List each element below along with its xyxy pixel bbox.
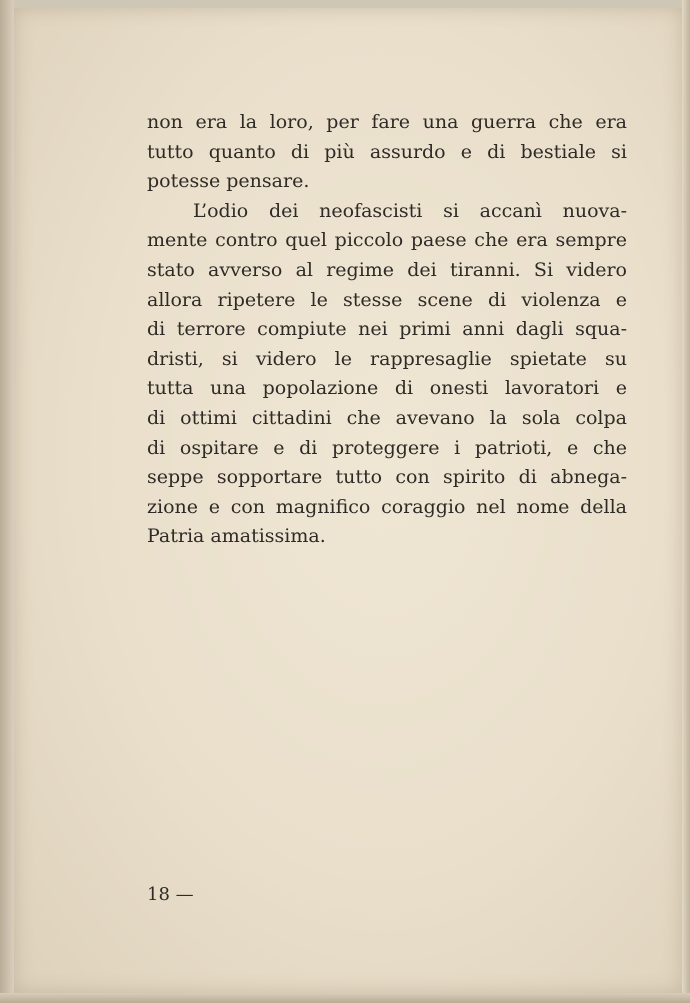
- text-line-12: di ospitare e di proteggere i patrioti, e che: [147, 436, 627, 459]
- page-left-edge: [0, 0, 14, 1003]
- text-line-10: tutta una popolazione di onesti lavoratori e: [147, 377, 627, 400]
- text-line-6: stato avverso al regime dei tiranni. Si videro: [147, 258, 627, 281]
- text-line-14: zione e con magnifico coraggio nel nome della: [147, 495, 627, 518]
- page-right-edge: [682, 0, 690, 1003]
- text-line-8: di terrore compiute nei primi anni dagli squa-: [147, 318, 627, 341]
- page-bottom-edge: [0, 993, 690, 1003]
- text-line-4: L’odio dei neofascisti si accanì nuova-: [193, 199, 627, 222]
- text-line-5: mente contro quel piccolo paese che era sempre: [147, 229, 627, 252]
- text-line-3: potesse pensare.: [147, 170, 310, 193]
- text-line-2: tutto quanto di più assurdo e di bestiale si: [147, 140, 627, 163]
- page-number: 18 —: [147, 884, 194, 905]
- body-text: [147, 108, 627, 552]
- text-line-13: seppe sopportare tutto con spirito di abnega-: [147, 466, 627, 489]
- text-line-9: dristi, si videro le rappresaglie spietate su: [147, 347, 627, 370]
- text-line-7: allora ripetere le stesse scene di violenza e: [147, 288, 627, 311]
- text-line-15: Patria amatissima.: [147, 525, 326, 548]
- text-line-11: di ottimi cittadini che avevano la sola colpa: [147, 406, 627, 429]
- text-line-1: non era la loro, per fare una guerra che era: [147, 111, 627, 133]
